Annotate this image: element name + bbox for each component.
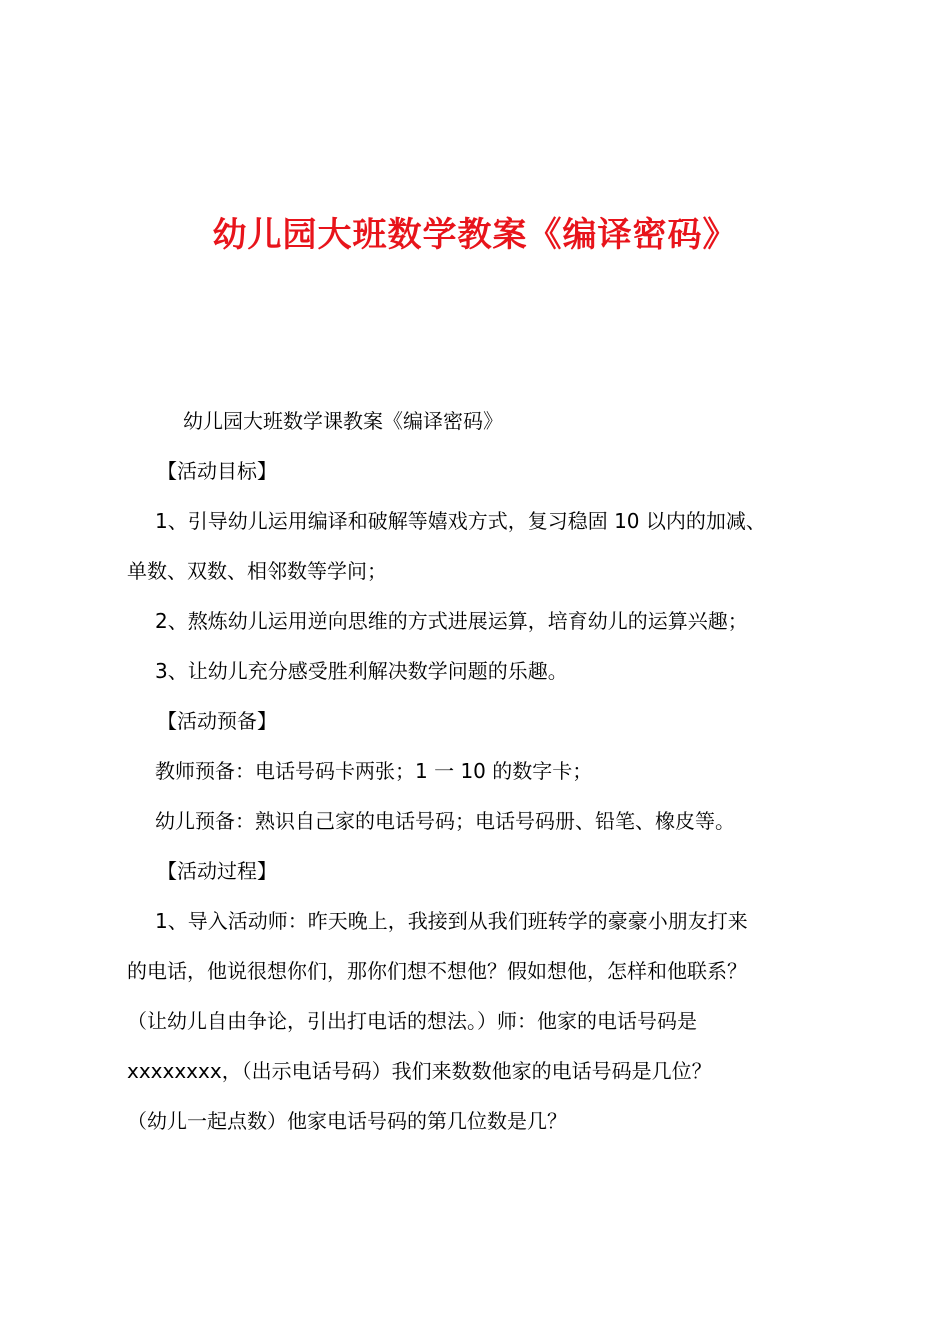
document-title: 幼儿园大班数学教案《编译密码》 (212, 215, 738, 255)
section-heading-process: 【活动过程】 (157, 859, 277, 883)
document-body (127, 396, 833, 1146)
goal-1-line-1: 1、引导幼儿运用编译和破解等嬉戏方式，复习稳固 10 以内的加减、 (155, 509, 766, 533)
process-line: 的电话，他说很想你们，那你们想不想他？假如想他，怎样和他联系？ (127, 959, 747, 983)
process-line: 1、导入活动师：昨天晚上，我接到从我们班转学的豪豪小朋友打来 (155, 909, 748, 933)
section-heading-prep: 【活动预备】 (157, 709, 277, 733)
document-subtitle: 幼儿园大班数学课教案《编译密码》 (183, 409, 503, 433)
goal-1-line-2: 单数、双数、相邻数等学问； (127, 559, 387, 583)
process-line: （让幼儿自由争论，引出打电话的想法。）师：他家的电话号码是 (127, 1009, 697, 1033)
process-line: （幼儿一起点数）他家电话号码的第几位数是几？ (127, 1109, 567, 1133)
goal-3: 3、让幼儿充分感受胜利解决数学问题的乐趣。 (155, 659, 568, 683)
goal-2: 2、熬炼幼儿运用逆向思维的方式进展运算，培育幼儿的运算兴趣； (155, 609, 748, 633)
section-heading-goals: 【活动目标】 (157, 459, 277, 483)
prep-child: 幼儿预备：熟识自己家的电话号码；电话号码册、铅笔、橡皮等。 (155, 809, 735, 833)
prep-teacher: 教师预备：电话号码卡两张；1 一 10 的数字卡； (155, 759, 593, 783)
process-line: xxxxxxxx，（出示电话号码）我们来数数他家的电话号码是几位？ (127, 1059, 712, 1083)
